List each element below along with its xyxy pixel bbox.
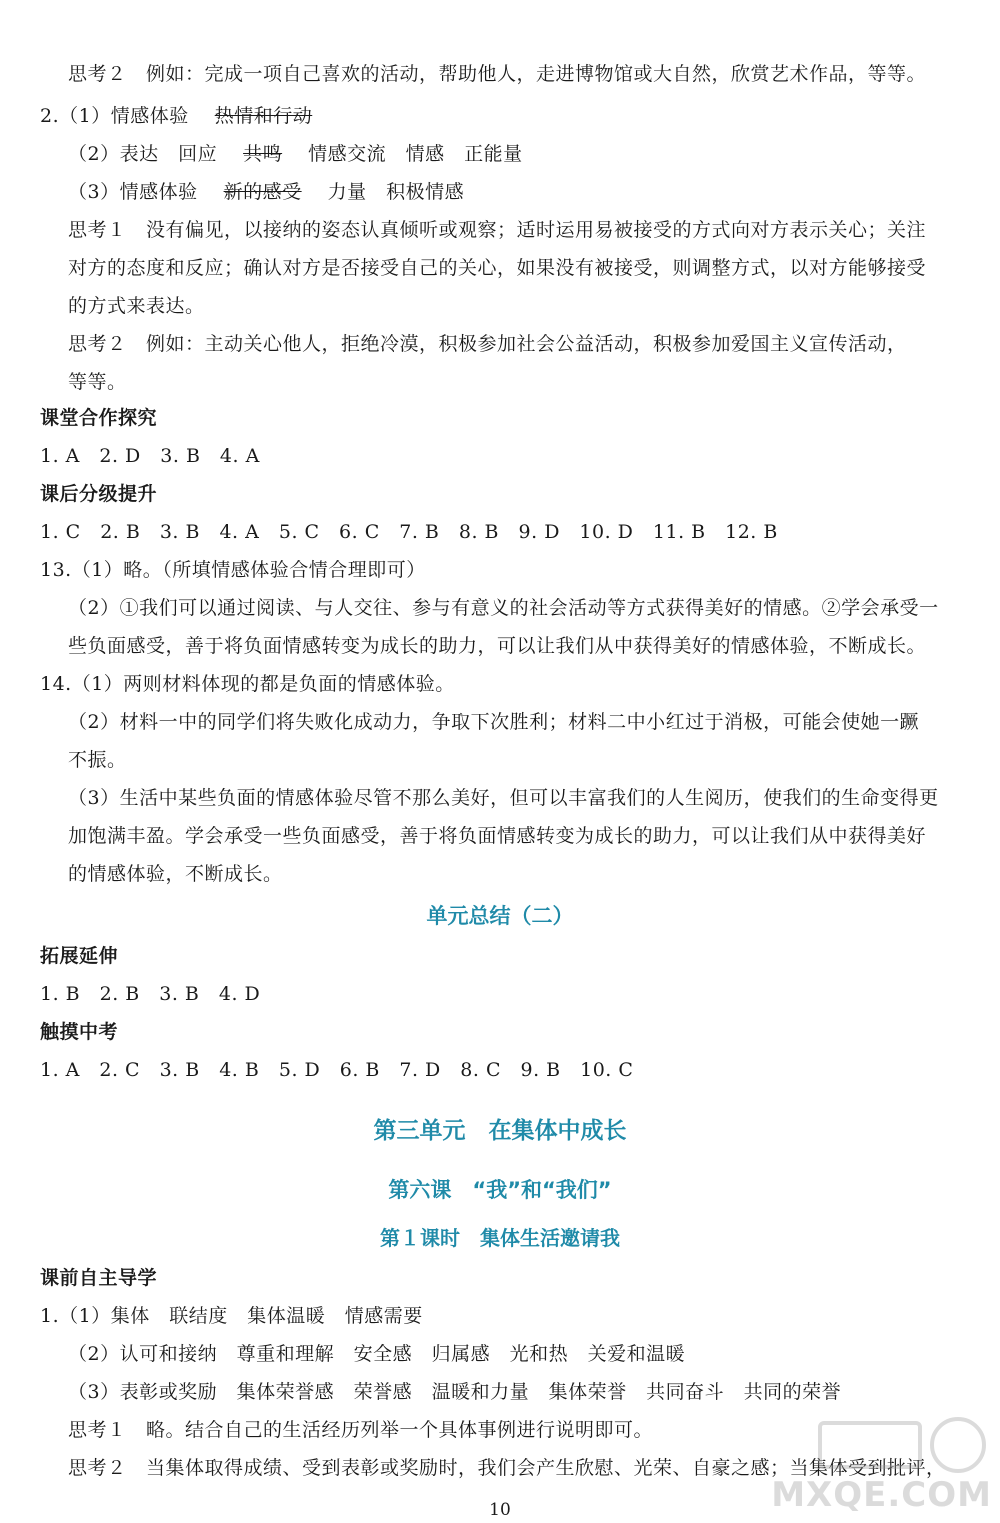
answer-line: 1. A 2. C 3. B 4. B 5. D 6. B 7. D 8. C 9. B 10. C	[40, 1059, 634, 1081]
lesson-title: 第六课 “我”和“我们”	[388, 1178, 612, 1202]
text-line: 的方式来表达。	[68, 295, 205, 317]
text-line: 思考２ 例如：完成一项自己喜欢的活动，帮助他人，走进博物馆或大自然，欣赏艺术作品，等等。	[68, 63, 927, 85]
unit-summary-title: 单元总结（二）	[426, 904, 574, 928]
text-line: （2）认可和接纳 尊重和理解 安全感 归属感 光和热 关爱和温暖	[68, 1343, 686, 1365]
text-segment: （2）表达 回应	[68, 143, 218, 165]
text-line: 等等。	[68, 371, 127, 393]
text-line: （2）材料一中的同学们将失败化成动力，争取下次胜利；材料二中小红过于消极，可能会使她一蹶	[68, 711, 920, 733]
answer-line: 1. B 2. B 3. B 4. D	[40, 983, 261, 1005]
section-heading: 触摸中考	[40, 1021, 119, 1043]
watermark-circle-shape	[930, 1417, 986, 1473]
text-line: 思考２ 例如：主动关心他人，拒绝冷漠，积极参加社会公益活动，积极参加爱国主义宣传活动，	[68, 333, 907, 355]
text-line	[68, 142, 523, 166]
text-line: （3）表彰或奖励 集体荣誉感 荣誉感 温暖和力量 集体荣誉 共同奋斗 共同的荣誉	[68, 1381, 842, 1403]
text-line: 些负面感受，善于将负面情感转变为成长的助力，可以让我们从中获得美好的情感体验，不断成长。	[68, 635, 927, 657]
struck-answer: 新的感受	[223, 181, 302, 203]
text-line: 思考１ 略。结合自己的生活经历列举一个具体事例进行说明即可。	[68, 1419, 654, 1441]
struck-answer: 共鸣	[243, 143, 283, 165]
text-line: 加饱满丰盈。学会承受一些负面感受，善于将负面情感转变为成长的助力，可以让我们从中获得美好	[68, 825, 927, 847]
period-title: 第１课时 集体生活邀请我	[380, 1226, 620, 1250]
text-line: 思考２ 当集体取得成绩、受到表彰或奖励时，我们会产生欣慰、光荣、自豪之感；当集体受到批评，	[68, 1457, 946, 1479]
watermark-box-shape	[818, 1421, 922, 1469]
unit-title: 第三单元 在集体中成长	[373, 1118, 627, 1144]
watermark-logo	[771, 1415, 992, 1515]
answer-line: 1. A 2. D 3. B 4. A	[40, 445, 260, 467]
answer-line: 1. C 2. B 3. B 4. A 5. C 6. C 7. B 8. B 9. D 10. D 11. B 12. B	[40, 521, 778, 543]
text-line	[40, 104, 312, 128]
page-number: 10	[489, 1500, 511, 1520]
text-line: 13.（1）略。（所填情感体验合情合理即可）	[40, 559, 426, 581]
struck-answer: 热情和行动	[214, 105, 313, 127]
text-line: 1.（1）集体 联结度 集体温暖 情感需要	[40, 1305, 423, 1327]
text-segment: （3）情感体验	[68, 181, 198, 203]
section-heading: 拓展延伸	[40, 945, 119, 967]
text-line: （3）生活中某些负面的情感体验尽管不那么美好，但可以丰富我们的人生阅历，使我们的生命变得更	[68, 787, 939, 809]
text-line: 不振。	[68, 749, 127, 771]
text-segment: 力量 积极情感	[327, 181, 465, 203]
section-heading: 课堂合作探究	[40, 407, 158, 429]
section-heading: 课前自主导学	[40, 1267, 158, 1289]
text-line	[68, 180, 464, 204]
watermark-text: MXQE.COM	[771, 1475, 992, 1515]
text-segment: 2.（1）情感体验	[40, 105, 189, 127]
section-heading: 课后分级提升	[40, 483, 158, 505]
text-line: 14.（1）两则材料体现的都是负面的情感体验。	[40, 673, 455, 695]
text-line: 的情感体验，不断成长。	[68, 863, 283, 885]
text-line: （2）①我们可以通过阅读、与人交往、参与有意义的社会活动等方式获得美好的情感。②学会承受一	[68, 597, 939, 619]
text-line: 思考１ 没有偏见，以接纳的姿态认真倾听或观察；适时运用易被接受的方式向对方表示关心；关注	[68, 219, 927, 241]
text-line: 对方的态度和反应；确认对方是否接受自己的关心，如果没有被接受，则调整方式，以对方能够接受	[68, 257, 927, 279]
text-segment: 情感交流 情感 正能量	[308, 143, 523, 165]
